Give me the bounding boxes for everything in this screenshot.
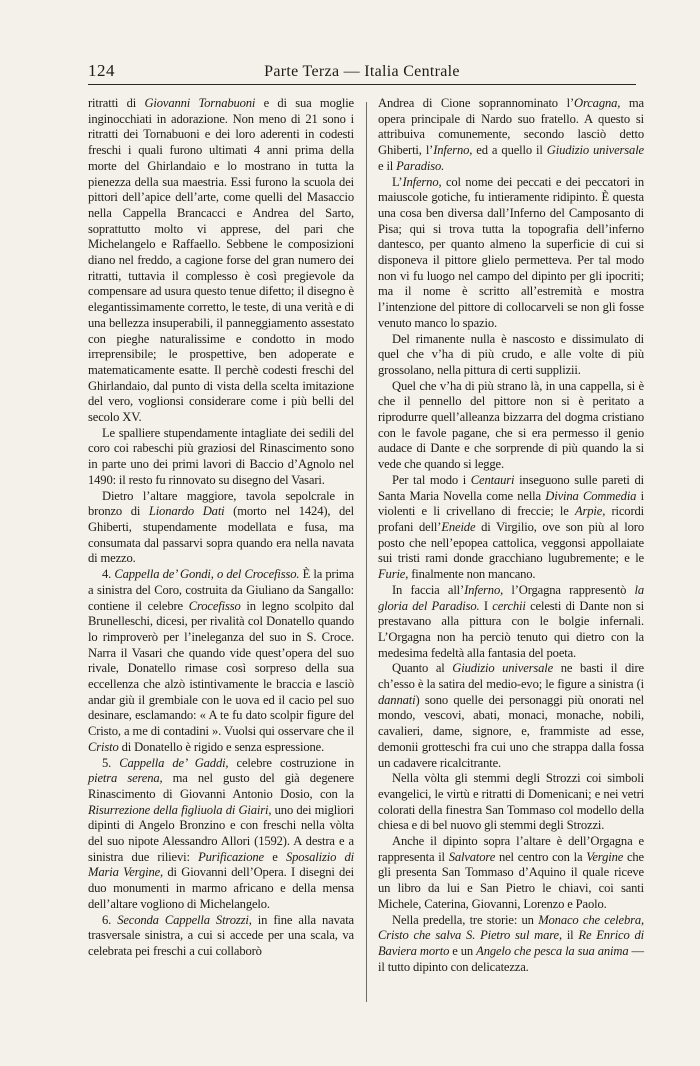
text-run: ricordi profani dell’ bbox=[378, 504, 644, 534]
italic-text: Vergine bbox=[586, 849, 624, 864]
text-run: Dietro l’altare maggiore, tavola sepolcrale in bronzo di bbox=[88, 488, 354, 519]
text-run: Quanto al bbox=[392, 661, 453, 676]
paragraph bbox=[88, 913, 354, 960]
italic-text: Angelo che pesca la sua anima bbox=[476, 943, 629, 958]
text-run: ma opera principale di Nardo suo fratello. A questo si attribuiva comunemente, secondo lasciò detto Ghiberti, l’ bbox=[378, 96, 644, 158]
italic-text: Crocefisso bbox=[188, 598, 241, 613]
paragraph bbox=[88, 426, 354, 489]
text-run: di Donatello è rigido e senza espressione. bbox=[118, 739, 325, 754]
italic-text: Monaco che celebra, Cristo che salva S. Pietro sul mare, bbox=[378, 912, 644, 943]
italic-text: Lionardo Dati bbox=[148, 504, 225, 519]
italic-text: Giudizio universale bbox=[546, 143, 644, 158]
paragraph bbox=[378, 771, 644, 834]
text-run: È la prima a sinistra del Coro, costruita da Giuliano da Sangallo: contiene il celebre bbox=[88, 567, 354, 613]
text-run: e il bbox=[378, 158, 397, 173]
paragraph bbox=[88, 756, 354, 913]
italic-text: Inferno, bbox=[464, 582, 504, 597]
page-number: 124 bbox=[88, 61, 115, 80]
text-run: celebre costruzione in bbox=[228, 755, 354, 770]
text-run: L’ bbox=[392, 174, 403, 189]
text-run: (morto nel 1424), del Ghiberti, stupendamente modellata e fusa, ma consumata dal passarvi sopra quando era nella navata di mezzo. bbox=[88, 504, 354, 566]
text-run: Le spalliere stupendamente intagliate dei sedili del coro coi rabeschi più graziosi del Rinascimento sono in parte uno dei primi lavori di Baccio d’Agnolo nel 1490: il resto fu rinnovato su disegno del Vasari. bbox=[88, 425, 354, 487]
text-run: e un bbox=[449, 943, 477, 958]
italic-text: Arpie, bbox=[574, 504, 606, 519]
italic-text: dannati bbox=[378, 692, 416, 707]
text-run: col nome dei peccati e dei peccatori in maiuscole gotiche, fu intieramente ridipinto. È questa una cosa ben diversa dall’Inferno del Camposanto di Pisa; qui si trova tutta la topografia dell’inferno dantesco, per quanto almeno la superficie di cui si disponeva il pittore glielo permetteva. Per tal modo non vi fu luogo nel campo del dipinto per gli ipocriti; ma il nome è scritto all’estremità e mostra l’intenzione del pittore di collocarveli se non gli fosse venuto manco lo spazio. bbox=[378, 174, 644, 330]
italic-text: Centauri bbox=[470, 472, 515, 487]
paragraph bbox=[88, 96, 354, 426]
italic-text: Giudizio universale bbox=[452, 661, 554, 676]
italic-text: pietra serena, bbox=[88, 771, 163, 786]
left-column bbox=[88, 96, 354, 1002]
text-run: ma nel gusto del già degenere Rinascimento di Giovanni Antonio Dosio, con la bbox=[88, 771, 355, 801]
running-head bbox=[88, 60, 636, 85]
text-run: ed a quello il bbox=[472, 143, 547, 158]
paragraph bbox=[378, 834, 644, 913]
paragraph bbox=[88, 489, 354, 568]
text-run: I bbox=[479, 598, 493, 613]
italic-text: Divina Commedia bbox=[545, 488, 637, 503]
column-divider bbox=[366, 102, 367, 1002]
paragraph bbox=[378, 96, 644, 175]
italic-text: Furie, bbox=[378, 567, 409, 582]
italic-text: Paradiso. bbox=[396, 158, 445, 173]
text-run: ne basti il dire ch’esso è la satira del medio-evo; le figure a sinistra (i bbox=[378, 661, 644, 692]
text-run: l’Orgagna rappresentò bbox=[503, 582, 635, 597]
italic-text: Eneide bbox=[441, 519, 476, 534]
paragraph bbox=[378, 913, 644, 976]
italic-text: Giovanni Tornabuoni bbox=[144, 96, 256, 110]
text-run: Nella predella, tre storie: un bbox=[392, 912, 539, 927]
text-run: celesti di Dante non si prestavano alla pittura con le bolgie infernali. L’Orgagna non ha perciò tenuto qui dietro con la medesima fedeltà alla fantasia del poeta. bbox=[378, 598, 645, 660]
paragraph bbox=[378, 583, 644, 662]
italic-text: Re Enrico di Baviera morto bbox=[378, 928, 644, 958]
text-run: finalmente non mancano. bbox=[408, 567, 536, 582]
text-run: Quel che v’ha di più strano là, in una cappella, si è che il pennello del pittore non si è peritato a riprodurre quell’alleanza bizzarra del dogma cristiano con le favole pagane, che si era permesso il genio audace di Dante e che sorprende di più quando la si vede che quando si legge. bbox=[378, 378, 644, 472]
paragraph bbox=[378, 332, 644, 379]
text-run: 4. bbox=[102, 567, 115, 582]
italic-text: Risurrezione della figliuola di Giairi, bbox=[88, 802, 272, 817]
text-run: inseguono sulle pareti di Santa Maria Novella come nella bbox=[378, 472, 644, 503]
italic-text: Sposalizio di Maria Vergine, bbox=[88, 849, 355, 880]
italic-text: la gloria del Paradiso. bbox=[378, 582, 644, 613]
paragraph bbox=[88, 567, 354, 755]
text-run: che gli presenta San Tommaso d’Aquino il quale riceve un libro da lui e San Pietro le chiavi, coi santi Michele, Caterina, Giovanni, Lorenzo e Paolo. bbox=[378, 849, 644, 911]
text-run: i violenti e li crivellano di freccie; le bbox=[378, 488, 644, 519]
italic-text: Seconda Cappella Strozzi, bbox=[117, 912, 252, 927]
text-run: Per tal modo i bbox=[392, 472, 471, 487]
italic-text: Cristo bbox=[88, 739, 119, 754]
text-columns bbox=[88, 96, 644, 1002]
italic-text: Purificazione bbox=[198, 849, 264, 864]
italic-text: Cappella de’ Gaddi, bbox=[119, 755, 229, 770]
paragraph bbox=[378, 661, 644, 771]
text-run: Nella vòlta gli stemmi degli Strozzi coi simboli evangelici, le virtù e ritratti di Domenicani; e nei vetri colorati della finestra San Tommaso col modello della chiesa e di bel nuovo gli stemmi degli Strozzi. bbox=[378, 771, 644, 833]
italic-text: Inferno, bbox=[402, 174, 442, 189]
running-title: Parte Terza — Italia Centrale bbox=[264, 63, 460, 80]
paragraph bbox=[378, 175, 644, 332]
text-run: ritratti di bbox=[88, 96, 145, 110]
text-run: in legno scolpito dal Brunelleschi, dicesi, per rivalità col Donatello quando lo rimproverò per l’ineleganza del suo in S. Croce. Narra il Vasari che quando vide quest’opera del suo rivale, Donatello rimase così sorpreso della sua eccellenza che alzò istintivamente le braccia e lasciò andar giù il grembiale con le uova ed il cacio pel suo desinare, esclamando: « A te fu dato scolpir figure del Cristo, a me di contadini ». Vuolsi qui osservare che il bbox=[88, 598, 354, 739]
text-run: di Giovanni dell’Opera. I disegni dei duo monumenti in marmo africano e della mensa dell’altare vogliono di Michelangelo. bbox=[88, 865, 354, 911]
text-run: uno dei migliori dipinti di Angelo Bronzino e con freschi nella vòlta del suo nipote Alessandro Allori (1592). A destra e a sinistra due rilievi: bbox=[88, 802, 354, 864]
text-run: e bbox=[264, 849, 286, 864]
text-run: il bbox=[561, 928, 579, 943]
text-run: 5. bbox=[102, 755, 120, 770]
text-run: In faccia all’ bbox=[392, 582, 465, 597]
italic-text: cerchii bbox=[492, 598, 526, 613]
right-column bbox=[378, 96, 644, 1002]
italic-text: Orcagna, bbox=[574, 96, 621, 110]
italic-text: Inferno, bbox=[433, 143, 473, 158]
paragraph bbox=[378, 473, 644, 583]
text-run: — il tutto dipinto con delicatezza. bbox=[378, 943, 644, 974]
text-run: nel centro con la bbox=[495, 849, 587, 864]
text-run: ) sono quelle dei personaggi più onorati nel mondo, vescovi, abati, monaci, monache, nobili, cavalieri, dame, signore, e, frammiste ad esse, demonii grotteschi fra cui uno che strappa dalla fossa un cadavere ricalcitrante. bbox=[378, 692, 644, 770]
paragraph bbox=[378, 379, 644, 473]
italic-text: Cappella de’ Gondi, o del Crocefisso. bbox=[114, 567, 300, 582]
italic-text: Salvatore bbox=[448, 849, 496, 864]
text-run: in fine alla navata trasversale sinistra, a cui si accede per una scala, va celebrata pei freschi a cui collaborò bbox=[88, 912, 354, 958]
text-run: di Virgilio, ove son più al loro posto che nell’epopea cattolica, veggonsi appollaiate sui tristi rami donde gracchiano lugubremente; e le bbox=[378, 519, 644, 566]
text-run: Anche il dipinto sopra l’altare è dell’Orgagna e rappresenta il bbox=[378, 834, 644, 864]
text-run: e di sua moglie inginocchiati in adorazione. Non meno di 21 sono i ritratti dei Tornabuoni e dei loro aderenti in codesti freschi i quali furono ultimati 4 anni prima della morte del Ghirlandaio e lo mostrano in tutta la pienezza della sua maestria. Essi furono la scuola dei pittori dell’apice dell’arte, come quelli del Masaccio nella Cappella Brancacci e Andrea del Sarto, soprattutto molto vi apprese, del pari che Michelangelo e Raffaello. Sebbene le composizioni diano nel freddo, a cagione forse del gran numero dei ritratti, tuttavia il complesso è così pregievole da compensare ad usura questo tenue difetto; il disegno è elegantissimamente corretto, le teste, di una verità e di una bellezza insuperabili, il panneggiamento assestato con pieghe naturalissime e condotto in modo irreprensibile; le prospettive, ben adoperate e matematicamente esatte. Il perchè codesti freschi del Ghirlandaio, dal punto di vista della scelta imitazione del vero, voglionsi considerare come i più belli del secolo XV. bbox=[88, 96, 354, 425]
text-run: 6. bbox=[102, 912, 118, 927]
text-run: Andrea di Cione soprannominato l’ bbox=[378, 96, 574, 110]
text-run: Del rimanente nulla è nascosto e dissimulato di quel che v’ha di più crudo, e alle volte di più grossolano, nella pittura di certi supplizii. bbox=[378, 331, 644, 377]
